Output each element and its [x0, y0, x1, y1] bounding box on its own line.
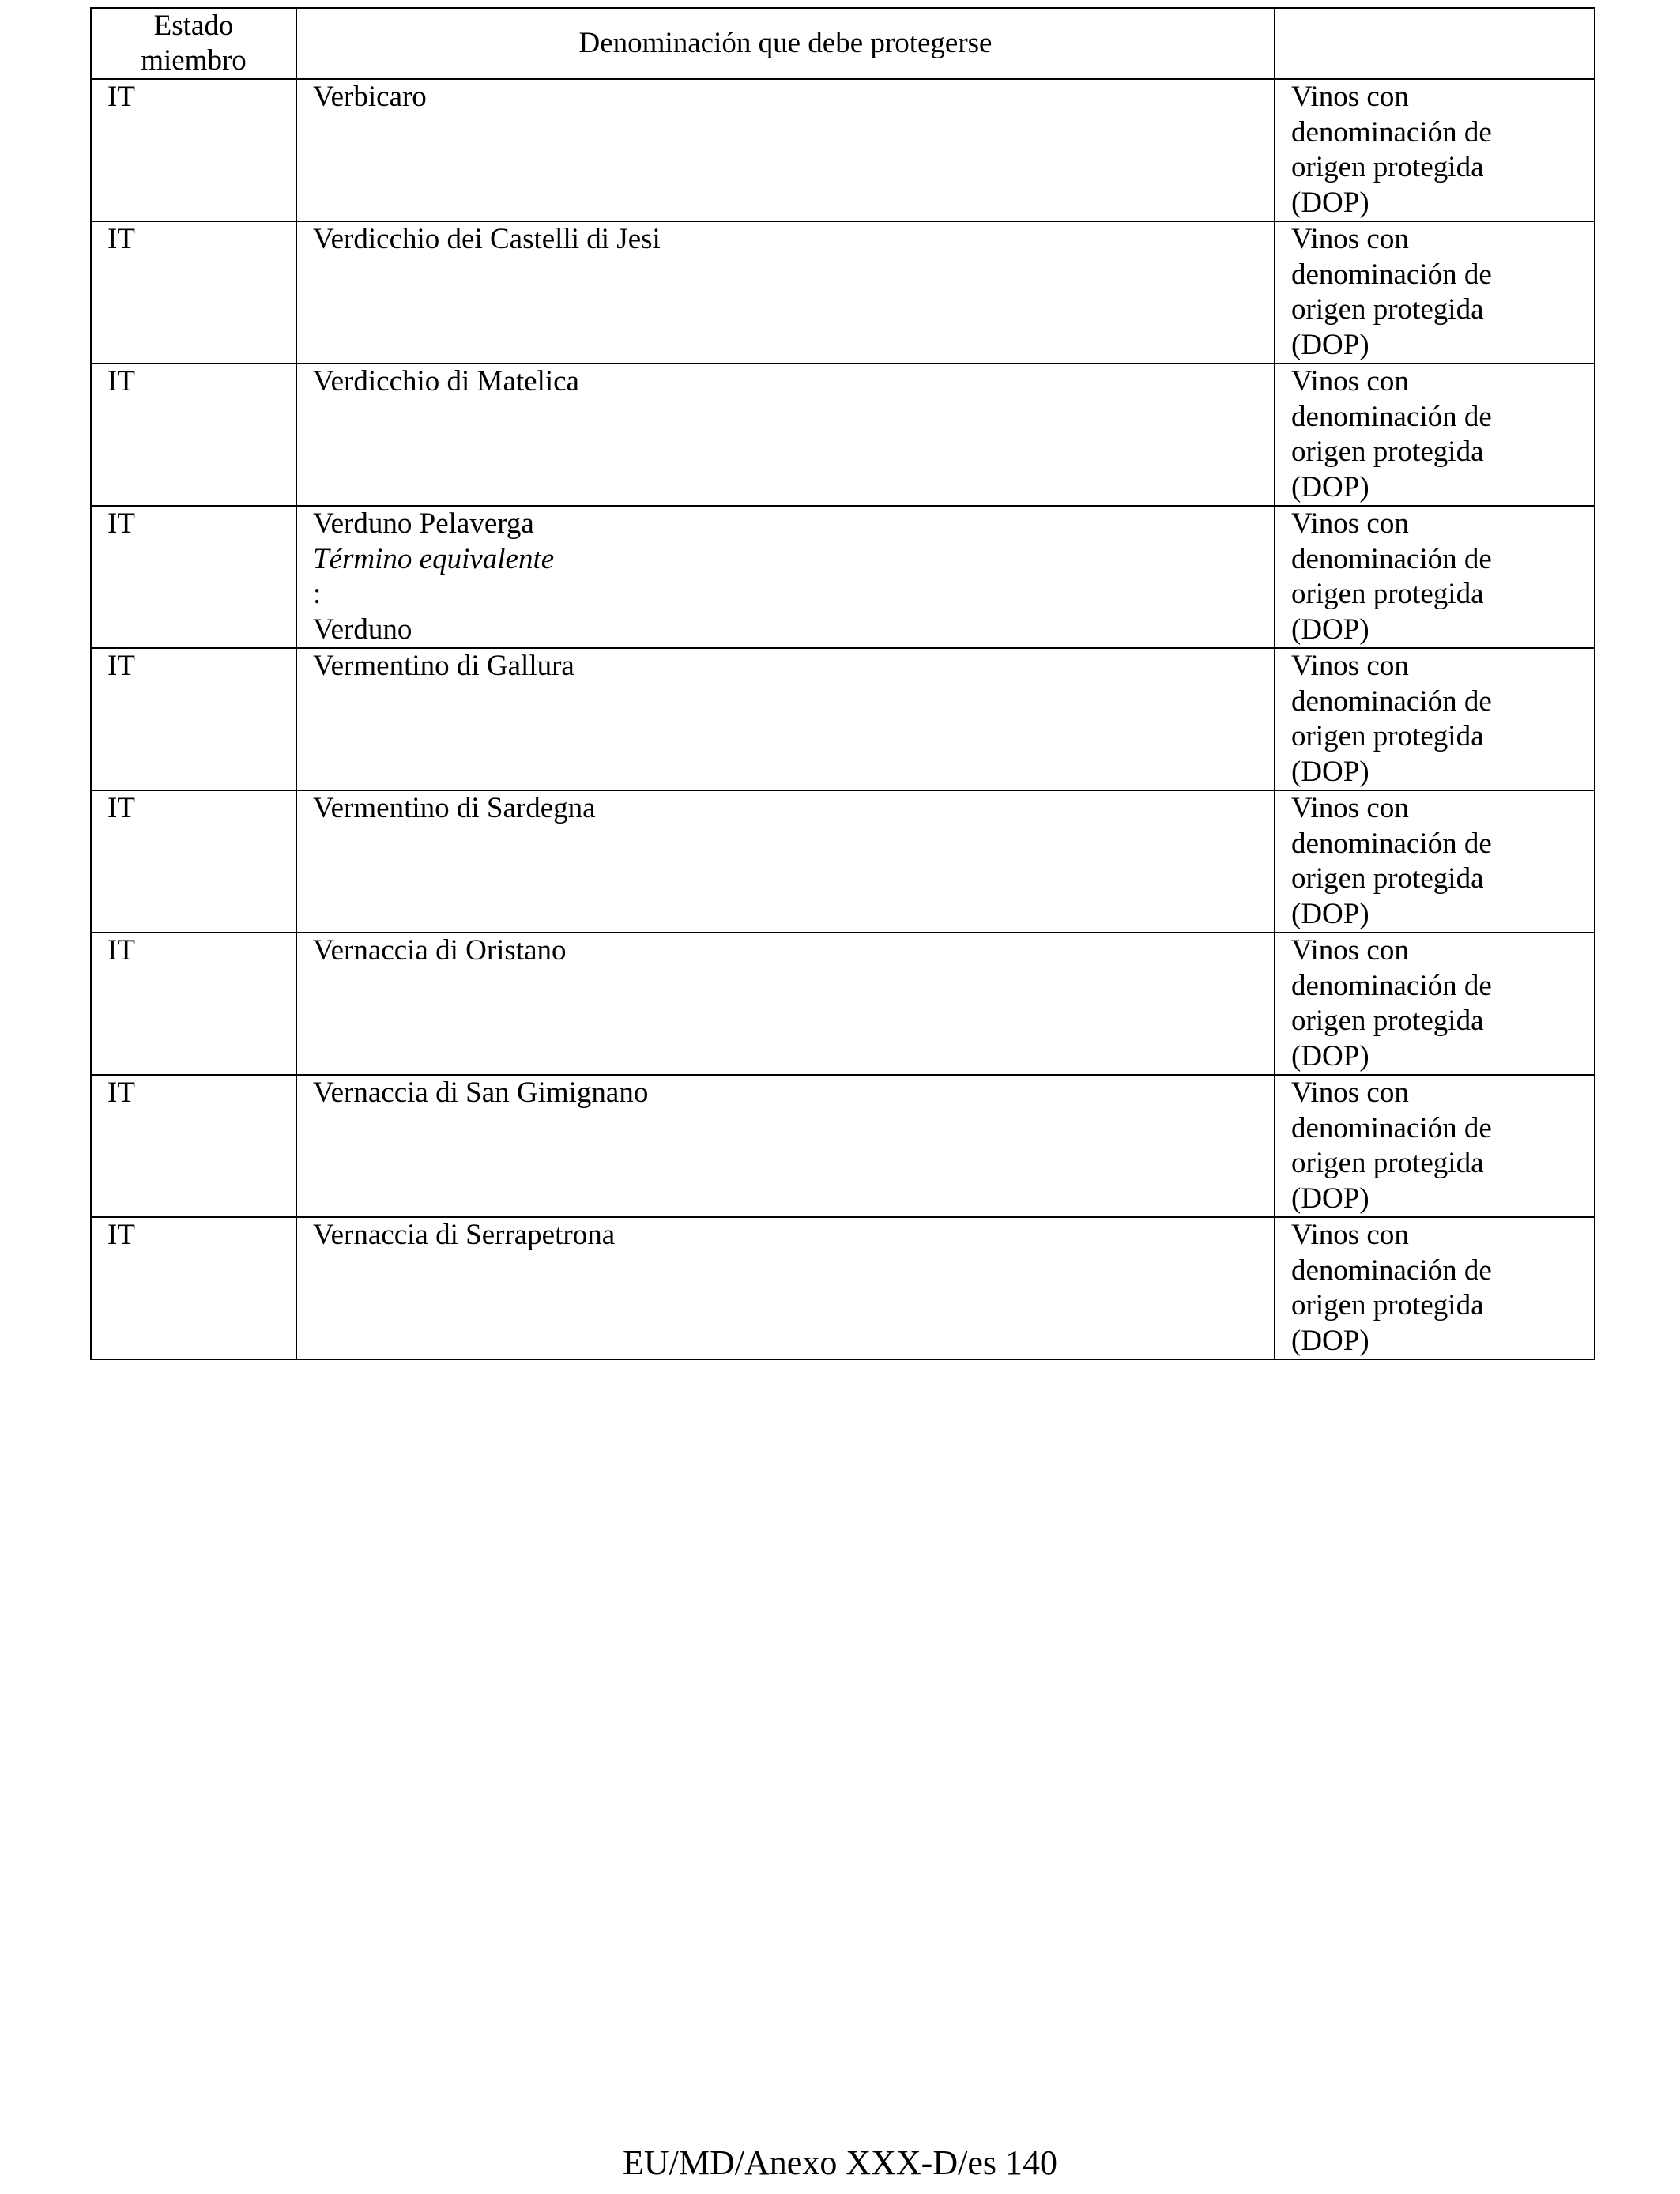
- category-line-2: denominación de: [1291, 1111, 1492, 1144]
- page-footer: EU/MD/Anexo XXX-D/es 140: [623, 2143, 1057, 2182]
- header-category: [1275, 8, 1595, 79]
- category-line-2: denominación de: [1291, 400, 1492, 433]
- category-line-1: Vinos con: [1291, 934, 1409, 967]
- protected-name: Vernaccia di Serrapetrona: [313, 1219, 616, 1251]
- protected-name-cell: [296, 933, 1275, 1075]
- category-line-2: denominación de: [1291, 115, 1492, 149]
- category-line-3: origen protegida: [1291, 1005, 1484, 1037]
- category-line-4: (DOP): [1291, 1324, 1369, 1357]
- member-state-cell: IT: [91, 79, 296, 221]
- category-line-2: denominación de: [1291, 684, 1492, 718]
- member-state-cell: IT: [91, 1075, 296, 1217]
- category-line-4: (DOP): [1291, 328, 1369, 361]
- protected-name-cell: [296, 790, 1275, 933]
- category-line-1: Vinos con: [1291, 650, 1409, 682]
- category-cell: [1275, 221, 1595, 364]
- table-row: [91, 1217, 1595, 1359]
- equivalent-term-label: Término equivalente: [313, 542, 555, 575]
- header-member-state-line1: Estado: [153, 9, 234, 42]
- category-line-2: denominación de: [1291, 258, 1492, 291]
- category-line-3: origen protegida: [1291, 151, 1484, 183]
- category-line-4: (DOP): [1291, 470, 1369, 503]
- table-body: [91, 79, 1595, 1359]
- table-row: [91, 364, 1595, 506]
- category-line-2: denominación de: [1291, 827, 1492, 860]
- category-cell: [1275, 79, 1595, 221]
- category-line-4: (DOP): [1291, 1182, 1369, 1215]
- category-line-3: origen protegida: [1291, 293, 1484, 326]
- category-cell: [1275, 364, 1595, 506]
- category-line-3: origen protegida: [1291, 1147, 1484, 1179]
- protected-name: Verdicchio di Matelica: [313, 365, 579, 398]
- protected-name: Vermentino di Gallura: [313, 650, 574, 682]
- table-row: [91, 221, 1595, 364]
- category-line-1: Vinos con: [1291, 1076, 1409, 1109]
- member-state-cell: IT: [91, 1217, 296, 1359]
- table-row: [91, 79, 1595, 221]
- member-state-cell: IT: [91, 648, 296, 790]
- category-line-2: denominación de: [1291, 542, 1492, 575]
- category-cell: [1275, 933, 1595, 1075]
- category-line-4: (DOP): [1291, 186, 1369, 219]
- category-cell: [1275, 1217, 1595, 1359]
- protected-names-table: [90, 7, 1595, 1360]
- table-header-row: [91, 8, 1595, 79]
- protected-name: Verbicaro: [313, 81, 427, 113]
- category-line-4: (DOP): [1291, 755, 1369, 788]
- protected-name: Vernaccia di Oristano: [313, 934, 567, 967]
- header-protected-name: Denominación que debe protegerse: [296, 8, 1275, 79]
- header-member-state: [91, 8, 296, 79]
- category-line-3: origen protegida: [1291, 578, 1484, 610]
- table-row: [91, 1075, 1595, 1217]
- protected-name: Verduno Pelaverga: [313, 507, 534, 540]
- category-line-1: Vinos con: [1291, 223, 1409, 255]
- category-line-3: origen protegida: [1291, 720, 1484, 752]
- table-row: [91, 648, 1595, 790]
- equivalent-term-line: [313, 542, 1274, 648]
- category-cell: [1275, 1075, 1595, 1217]
- category-line-1: Vinos con: [1291, 365, 1409, 398]
- protected-name-cell: [296, 79, 1275, 221]
- member-state-cell: IT: [91, 221, 296, 364]
- category-cell: [1275, 506, 1595, 648]
- protected-name: Verdicchio dei Castelli di Jesi: [313, 223, 661, 255]
- category-line-1: Vinos con: [1291, 792, 1409, 824]
- member-state-cell: IT: [91, 506, 296, 648]
- category-line-2: denominación de: [1291, 969, 1492, 1002]
- header-member-state-line2: miembro: [141, 44, 247, 77]
- table-row: [91, 790, 1595, 933]
- category-line-1: Vinos con: [1291, 507, 1409, 540]
- category-line-3: origen protegida: [1291, 1289, 1484, 1321]
- table-row: [91, 506, 1595, 648]
- category-line-1: Vinos con: [1291, 1219, 1409, 1251]
- equivalent-term-value: Verduno: [313, 613, 412, 646]
- protected-name-cell: [296, 221, 1275, 364]
- protected-name-cell: [296, 364, 1275, 506]
- member-state-cell: IT: [91, 364, 296, 506]
- protected-name-cell: [296, 1217, 1275, 1359]
- category-line-4: (DOP): [1291, 1039, 1369, 1072]
- protected-name-cell: [296, 1075, 1275, 1217]
- category-line-3: origen protegida: [1291, 862, 1484, 895]
- equivalent-term-separator: :: [313, 578, 322, 610]
- category-line-4: (DOP): [1291, 897, 1369, 930]
- category-cell: [1275, 790, 1595, 933]
- member-state-cell: IT: [91, 790, 296, 933]
- category-line-1: Vinos con: [1291, 81, 1409, 113]
- table-row: [91, 933, 1595, 1075]
- category-line-3: origen protegida: [1291, 435, 1484, 468]
- protected-name: Vernaccia di San Gimignano: [313, 1076, 649, 1109]
- protected-name: Vermentino di Sardegna: [313, 792, 596, 824]
- category-line-2: denominación de: [1291, 1253, 1492, 1287]
- member-state-cell: IT: [91, 933, 296, 1075]
- protected-name-cell: [296, 506, 1275, 648]
- category-cell: [1275, 648, 1595, 790]
- protected-name-cell: [296, 648, 1275, 790]
- category-line-4: (DOP): [1291, 613, 1369, 646]
